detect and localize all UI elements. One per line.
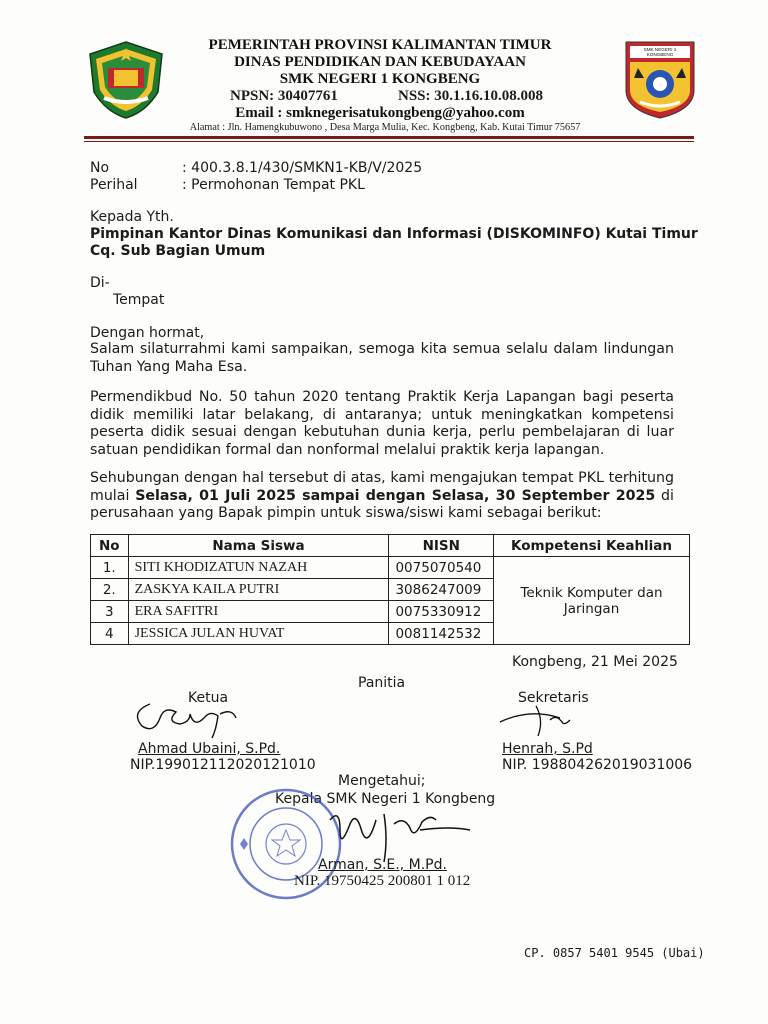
kepala-name: Arman, S.E., M.Pd. — [318, 857, 447, 873]
header-nama: Nama Siswa — [128, 535, 389, 557]
kop-email: Email : smknegerisatukongbeng@yahoo.com — [235, 105, 525, 121]
row-nisn: 0081142532 — [389, 623, 494, 645]
row-nisn: 0075070540 — [389, 557, 494, 579]
kop-line3: SMK NEGERI 1 KONGBENG — [279, 71, 481, 87]
place-date: Kongbeng, 21 Mei 2025 — [512, 654, 678, 670]
kop-line2: DINAS PENDIDIKAN DAN KEBUDAYAAN — [234, 54, 526, 70]
recipient-greeting: Kepada Yth. — [90, 209, 174, 225]
recipient-di: Di- — [90, 275, 110, 291]
kop-divider-thick — [84, 136, 694, 139]
perihal-value: : Permohonan Tempat PKL — [182, 177, 365, 193]
row-name: SITI KHODIZATUN NAZAH — [128, 557, 389, 579]
mengetahui-label: Mengetahui; — [338, 773, 426, 789]
row-no: 2. — [91, 579, 129, 601]
paragraph-3 — [90, 470, 674, 523]
sekretaris-signature — [490, 700, 590, 744]
table-header-row — [91, 535, 690, 557]
recipient-line2: Cq. Sub Bagian Umum — [90, 243, 266, 259]
row-name: ZASKYA KAILA PUTRI — [128, 579, 389, 601]
paragraph-2: Permendikbud No. 50 tahun 2020 tentang Praktik Kerja Lapangan bagi peserta didik memiliki latar belakang, di antaranya; untuk meningkatkan kompetensi peserta didik sesuai dengan kebutuhan dunia kerja, perlu pembelajaran di luar satuan pendidikan formal dan nonformal melalui praktik kerja lapangan. — [90, 389, 674, 458]
ketua-nip: NIP.199012112020121010 — [130, 757, 316, 773]
ketua-name: Ahmad Ubaini, S.Pd. — [138, 741, 281, 757]
school-logo-text: SMK NEGERI 1 KONGBENG — [643, 47, 677, 57]
paragraph-1: Salam silaturrahmi kami sampaikan, semoga kita semua selalu dalam lindungan Tuhan Yang Maha Esa. — [90, 341, 674, 375]
row-name: JESSICA JULAN HUVAT — [128, 623, 389, 645]
row-kompetensi: Teknik Komputer dan Jaringan — [494, 557, 690, 645]
row-no: 4 — [91, 623, 129, 645]
ketua-signature — [120, 694, 260, 748]
row-nisn: 3086247009 — [389, 579, 494, 601]
header-no: No — [91, 535, 129, 557]
sekretaris-name: Henrah, S.Pd — [502, 741, 593, 757]
recipient-line1: Pimpinan Kantor Dinas Komunikasi dan Informasi (DISKOMINFO) Kutai Timur — [90, 226, 698, 242]
header-nisn: NISN — [389, 535, 494, 557]
row-nisn: 0075330912 — [389, 601, 494, 623]
paragraph-3-dates: Selasa, 01 Juli 2025 sampai dengan Selasa, 30 September 2025 — [135, 487, 656, 504]
kop-npsn: NPSN: 30407761 — [230, 88, 338, 104]
kop-address: Alamat : Jln. Hamengkubuwono , Desa Marga Mulia, Kec. Kongbeng, Kab. Kutai Timur 75657 — [189, 122, 581, 133]
ketua-title: Ketua — [188, 690, 229, 706]
table-row — [91, 557, 690, 579]
paragraph-3-end: di perusahaan yang Bapak pimpin untuk siswa/siswi kami sebagai berikut: — [90, 487, 674, 521]
kop-line1: PEMERINTAH PROVINSI KALIMANTAN TIMUR — [208, 37, 552, 53]
kepala-title: Kepala SMK Negeri 1 Kongbeng — [275, 791, 496, 807]
recipient-tempat: Tempat — [113, 292, 165, 308]
kepala-nip: NIP. 19750425 200801 1 012 — [294, 873, 471, 889]
sekretaris-title: Sekretaris — [518, 690, 589, 706]
kop-divider-thin — [84, 141, 694, 142]
kop-nss: NSS: 30.1.16.10.08.008 — [398, 88, 544, 104]
row-name: ERA SAFITRI — [128, 601, 389, 623]
panitia-label: Panitia — [358, 675, 406, 691]
no-value: : 400.3.8.1/430/SMKN1-KB/V/2025 — [182, 160, 423, 176]
salutation: Dengan hormat, — [90, 325, 205, 341]
header-kompetensi: Kompetensi Keahlian — [494, 535, 690, 557]
perihal-label: Perihal — [90, 177, 138, 193]
row-no: 3 — [91, 601, 129, 623]
paragraph-3-start: Sehubungan dengan hal tersebut di atas, kami mengajukan tempat PKL terhitung mulai — [90, 470, 674, 504]
sekretaris-nip: NIP. 198804262019031006 — [502, 757, 693, 773]
no-label: No — [90, 160, 110, 176]
student-table — [90, 534, 690, 645]
school-logo — [624, 40, 696, 120]
contact-person: CP. 0857 5401 9545 (Ubai) — [524, 946, 705, 960]
row-no: 1. — [91, 557, 129, 579]
